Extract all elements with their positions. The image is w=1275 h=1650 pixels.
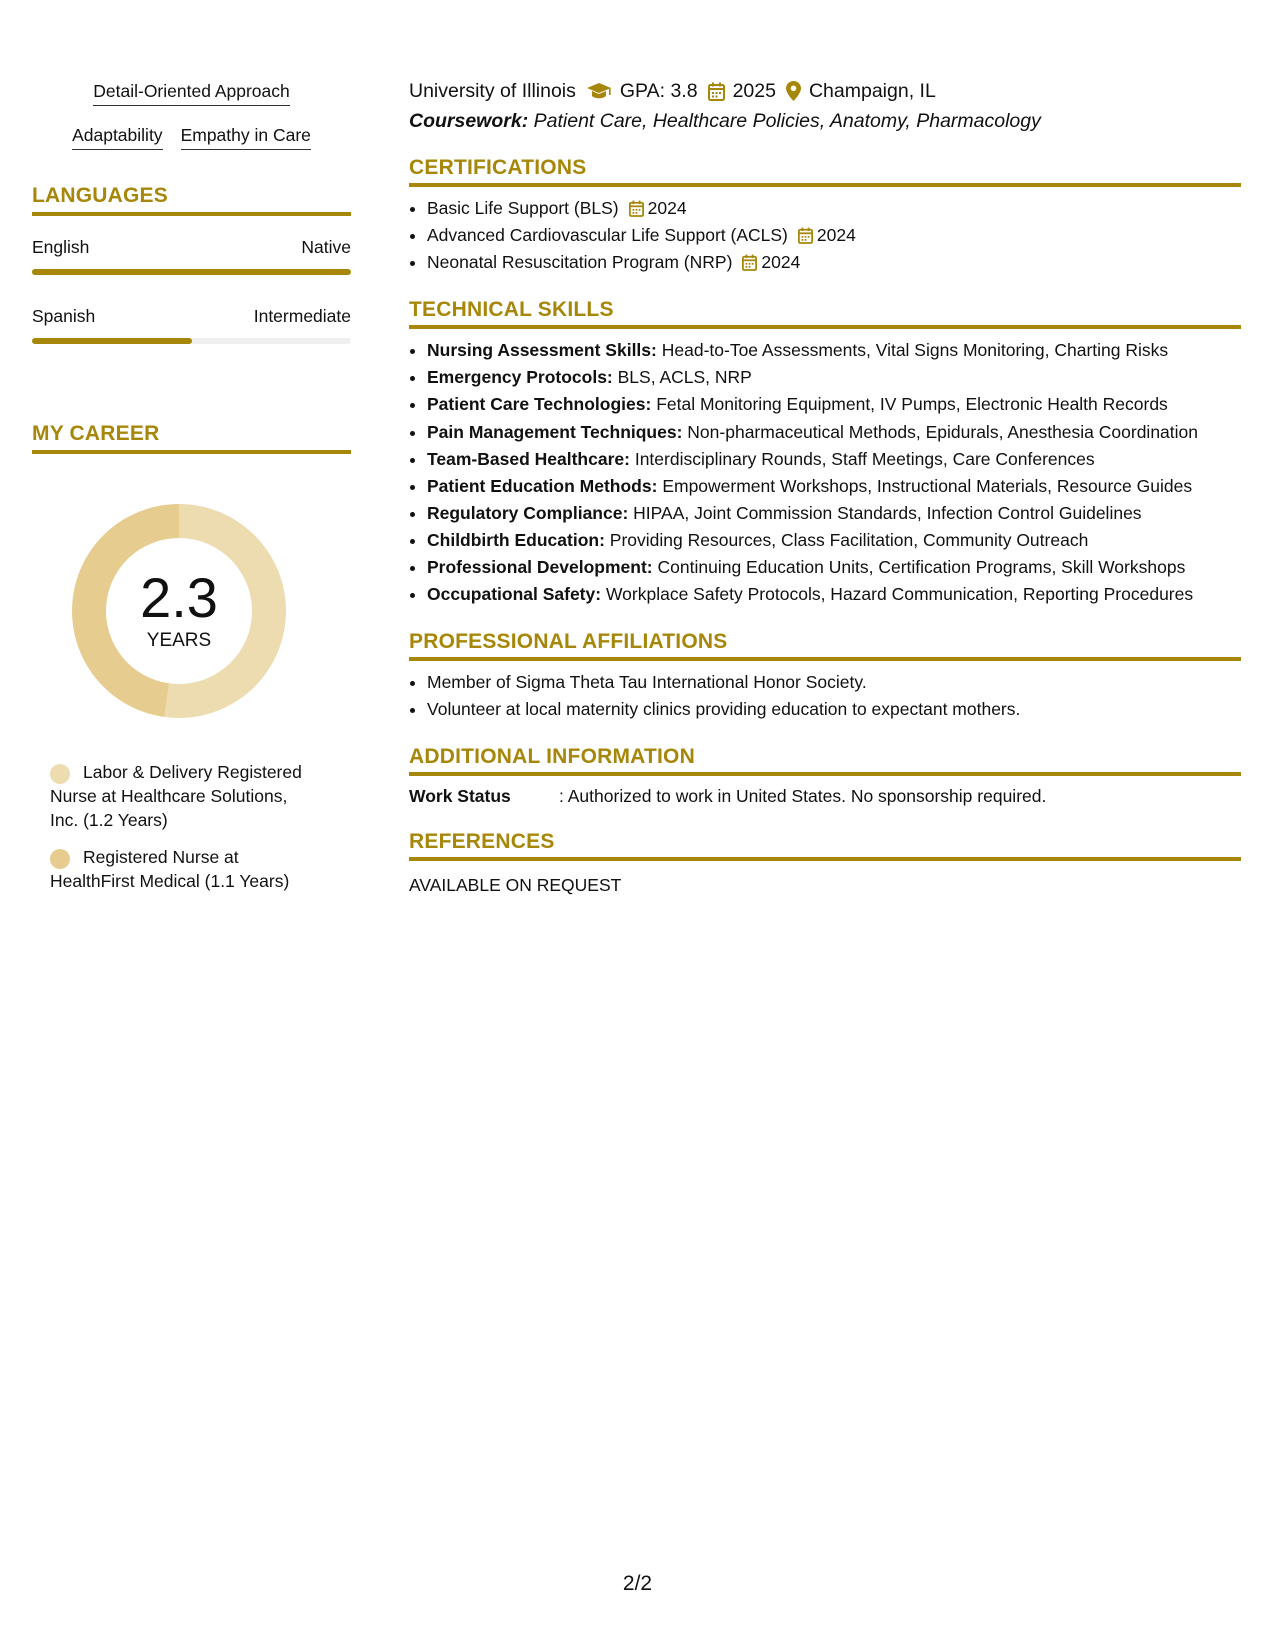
affiliation-item: • Volunteer at local maternity clinics providing education to expectant mothers.: [427, 696, 1241, 723]
certification-item: [427, 222, 1241, 249]
skill-label: Team-Based Healthcare:: [427, 449, 630, 469]
skill-item: [427, 581, 1241, 608]
legend-item: [50, 845, 320, 893]
legend-item: [50, 760, 320, 832]
certification-year: 2024: [647, 198, 687, 218]
skill-label: Professional Development:: [427, 557, 653, 577]
skill-item: [427, 337, 1241, 364]
school-name: University of Illinois: [409, 80, 576, 102]
graduation-year: 2025: [732, 80, 776, 102]
language-item: [32, 305, 351, 344]
certification-year: 2024: [761, 252, 801, 272]
skill-text: Providing Resources, Class Facilitation, Community Outreach: [609, 530, 1089, 550]
certification-name: Basic Life Support (BLS): [427, 198, 619, 218]
skill-label: Pain Management Techniques:: [427, 422, 683, 442]
left-column: [32, 80, 351, 906]
certification-year: 2024: [816, 225, 856, 245]
language-item: [32, 236, 351, 275]
legend-label: Registered Nurse at HealthFirst Medical (1.1 Years): [50, 847, 290, 891]
language-bar-fill: [32, 338, 192, 344]
skill-label: Patient Care Technologies:: [427, 394, 652, 414]
career-title: MY CAREER: [32, 422, 351, 454]
skill-tags: [32, 80, 351, 150]
skill-label: Emergency Protocols:: [427, 367, 613, 387]
coursework-label: Coursework:: [409, 110, 529, 132]
calendar-icon: [629, 200, 644, 217]
skill-text: BLS, ACLS, NRP: [617, 367, 752, 387]
language-bar: [32, 338, 351, 344]
skill-item: [427, 554, 1241, 581]
graduation-cap-icon: [586, 82, 612, 100]
certification-name: Neonatal Resuscitation Program (NRP): [427, 252, 733, 272]
additional-info-title: ADDITIONAL INFORMATION: [409, 745, 1241, 776]
gpa: GPA: 3.8: [619, 80, 698, 102]
skill-text: Head-to-Toe Assessments, Vital Signs Monitoring, Charting Risks: [661, 340, 1169, 360]
skill-label: Patient Education Methods:: [427, 476, 658, 496]
references-title: REFERENCES: [409, 830, 1241, 861]
skill-text: HIPAA, Joint Commission Standards, Infection Control Guidelines: [633, 503, 1142, 523]
affiliation-item: • Member of Sigma Theta Tau International Honor Society.: [427, 669, 1241, 696]
skill-item: [427, 420, 1241, 444]
certification-name: Advanced Cardiovascular Life Support (ACLS): [427, 225, 788, 245]
skill-text: Fetal Monitoring Equipment, IV Pumps, Electronic Health Records: [656, 394, 1168, 414]
work-status: [409, 784, 1241, 808]
language-name: English: [32, 237, 90, 257]
skill-text: Continuing Education Units, Certification Programs, Skill Workshops: [657, 557, 1186, 577]
right-column: [409, 78, 1241, 897]
skill-item: [427, 364, 1241, 391]
skill-tag: Empathy in Care: [181, 124, 311, 150]
skill-text: Empowerment Workshops, Instructional Materials, Resource Guides: [662, 476, 1193, 496]
coursework: [409, 108, 1241, 134]
language-bar: [32, 269, 351, 275]
certifications-list: [409, 195, 1241, 276]
legend-dot: [50, 849, 70, 869]
skill-item: [427, 446, 1241, 473]
career-legend: [50, 760, 320, 893]
language-bar-fill: [32, 269, 351, 275]
skill-item: [427, 500, 1241, 527]
page-number: 2/2: [622, 1572, 653, 1595]
skill-item: [427, 391, 1241, 418]
skill-text: Workplace Safety Protocols, Hazard Communication, Reporting Procedures: [605, 584, 1194, 604]
work-status-value: : Authorized to work in United States. No sponsorship required.: [559, 786, 1047, 806]
location-pin-icon: [786, 81, 801, 101]
skill-label: Regulatory Compliance:: [427, 503, 629, 523]
languages-section: [32, 184, 351, 344]
affiliations-title: PROFESSIONAL AFFILIATIONS: [409, 630, 1241, 661]
school-location: Champaign, IL: [808, 80, 936, 102]
skill-text: Interdisciplinary Rounds, Staff Meetings, Care Conferences: [634, 449, 1095, 469]
certification-item: [427, 249, 1241, 276]
skill-tag: Detail-Oriented Approach: [93, 80, 290, 106]
languages-title: LANGUAGES: [32, 184, 351, 216]
calendar-icon: [798, 227, 813, 244]
legend-dot: [50, 764, 70, 784]
technical-skills-list: [409, 337, 1241, 608]
skill-tag-row: [32, 124, 351, 150]
legend-label: Labor & Delivery Registered Nurse at Healthcare Solutions, Inc. (1.2 Years): [50, 762, 302, 830]
references-text: AVAILABLE ON REQUEST: [409, 875, 622, 895]
language-level: Intermediate: [253, 306, 351, 326]
certifications-title: CERTIFICATIONS: [409, 156, 1241, 187]
skill-tag: Adaptability: [72, 124, 162, 150]
affiliations-list: [409, 669, 1241, 723]
coursework-text: Patient Care, Healthcare Policies, Anatomy, Pharmacology: [533, 110, 1041, 132]
technical-skills-title: TECHNICAL SKILLS: [409, 298, 1241, 329]
career-total-unit: YEARS: [146, 630, 212, 651]
language-name: Spanish: [32, 306, 96, 326]
skill-label: Occupational Safety:: [427, 584, 602, 604]
career-section: [32, 422, 351, 893]
skill-item: [427, 473, 1241, 500]
skill-tag-row: [32, 80, 351, 106]
calendar-icon: [708, 82, 725, 101]
calendar-icon: [742, 254, 757, 271]
skill-label: Childbirth Education:: [427, 530, 605, 550]
skill-label: Nursing Assessment Skills:: [427, 340, 657, 360]
education-line: [409, 78, 1241, 104]
work-status-label: Work Status: [409, 786, 511, 806]
language-level: Native: [301, 237, 351, 257]
career-donut-chart: [66, 498, 292, 724]
certification-item: [427, 195, 1241, 222]
skill-item: [427, 527, 1241, 554]
skill-text: Non-pharmaceutical Methods, Epidurals, Anesthesia Coordination: [687, 422, 1199, 442]
career-total-value: 2.3: [140, 566, 218, 629]
